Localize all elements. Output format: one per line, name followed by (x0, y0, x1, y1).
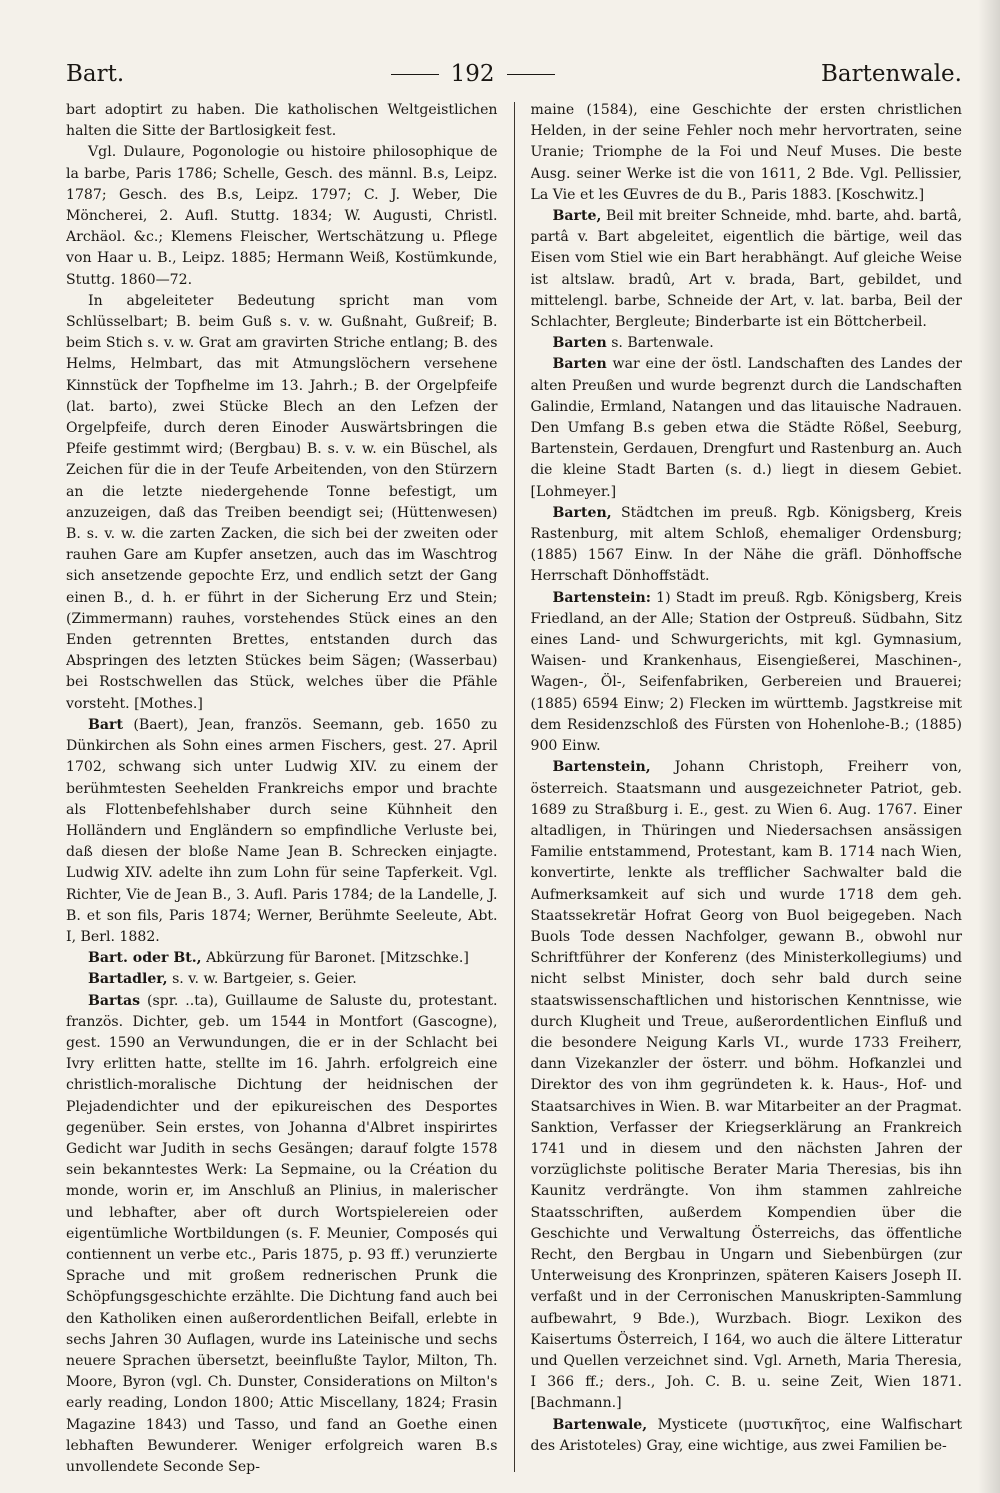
entry: Bartenstein, Johann Christoph, Freiherr von, österreich. Staatsmann und ausgezeichneter Patriot, geb. 1689 zu Straßburg i. E., gest. zu Wien 6. Aug. 1767. Einer altadligen, in Thüringen und Niedersachsen ansässigen Familie entstammend, Protestant, kam B. 1714 nach Wien, konvertirte, lenkte als trefflicher Sachwalter bald die Aufmerksamkeit auf sich und wurde 1718 dem geh. Staatssekretär Hofrat Georg von Buol beigegeben. Nach Buols Tode dessen Nachfolger, gewann B., obwohl nur Schriftführer der Konferenz (des Ministerkollegiums) und nicht selbst Minister, doch sehr bald durch seine staatswissenschaftlichen und historischen Kenntnisse, wie durch Klugheit und Treue, außerordentlichen Einfluß und die besondere Neigung Karls VI., wurde 1733 Freiherr, dann Vizekanzler der österr. und böhm. Hofkanzlei und Direktor des von ihm gegründeten k. k. Haus-, Hof- und Staatsarchives in Wien. B. war Mitarbeiter an der Pragmat. Sanktion, Verfasser der Kriegserklärung an Frankreich 1741 und in diesem und den nächsten Jahren der vorzüglichste politische Berater Maria Theresias, bis ihn Kaunitz verdrängte. Von ihm stammen zahlreiche Staatsschriften, außerdem Kompendien über die Geschichte und Verwaltung Österreichs, das öffentliche Recht, den Bergbau in Ungarn und Siebenbürgen (zur Unterweisung des Kronprinzen, späteren Kaisers Joseph II. verfaßt und in der Cerronischen Manuskripten-Sammlung aufbewahrt, 9 Bde.), Wurzbach. Biogr. Lexikon des Kaisertums Österreich, I 164, wo auch die ältere Litteratur und Quellen verzeichnet sind. Vgl. Arneth, Maria Theresia, I 366 ff.; ders., Joh. C. B. u. seine Zeit, Wien 1871. [Bachmann.] (530, 759, 962, 1412)
entry-headword: Barten, (552, 504, 612, 521)
entry-headword: Bartas (88, 992, 141, 1009)
entry-headword: Barten (552, 356, 607, 373)
entry: Barten, Städtchen im preuß. Rgb. Königsberg, Kreis Rastenburg, mit altem Schloß, ehemaliger Ordensburg; (1885) 1567 Einw. In der Nähe die gräfl. Dönhoffsche Herrschaft Dönhoffstädt. (530, 504, 962, 585)
paragraph: maine (1584), eine Geschichte der ersten christlichen Helden, in der seine Fehler noch mehr hervortraten, seine Uranie; Triomphe de la Foi und Neuf Muses. Die beste Ausg. seiner Werke ist die von 1611, 2 Bde. Vgl. Pellissier, La Vie et les Œuvres de du B., Paris 1883. [Koschwitz.] (530, 102, 962, 203)
text-columns (66, 100, 962, 1480)
paragraph: bart adoptirt zu haben. Die katholischen Weltgeistlichen halten die Sitte der Bartlosigkeit fest. (66, 102, 498, 140)
entry-headword: Barten (552, 335, 607, 352)
entry: Bart. oder Bt., Abkürzung für Baronet. [Mitzschke.] (88, 950, 469, 967)
entry-headword: Bartenwale, (552, 1416, 648, 1433)
paragraph: Vgl. Dulaure, Pogonologie ou histoire philosophique de la barbe, Paris 1786; Schelle, Gesch. des männl. B.s, Leipz. 1787; Gesch. des B.s, Leipz. 1797; C. J. Weber, Die Möncherei, 2. Aufl. Stuttg. 1834; W. Augusti, Christl. Archäol. &c.; Klemens Fleischer, Wertschätzung u. Pflege von Haar u. B., Leipz. 1885; Hermann Weiß, Kostümkunde, Stuttg. 1860—72. (66, 144, 498, 288)
entry-headword: Bart. oder Bt., (88, 950, 202, 967)
entry-headword: Bartenstein: (552, 589, 651, 606)
page-number-group (391, 61, 555, 87)
page-number: 192 (450, 61, 495, 87)
author-signature: [Bachmann.] (530, 1395, 622, 1412)
entry-headword: Barte, (552, 208, 602, 225)
entry: Bart (Baert), Jean, französ. Seemann, geb. 1650 zu Dünkirchen als Sohn eines armen Fischers, gest. 27. April 1702, schwang sich unter Ludwig XIV. zu einem der berühmtesten Seehelden Frankreichs empor und brachte als Flottenbefehlshaber durch seine Kühnheit den Holländern und Engländern so empfindliche Verluste bei, daß diesen der bloße Name Jean B. Schrecken einjagte. Ludwig XIV. adelte ihn zum Lohn für seine Tapferkeit. Vgl. Richter, Vie de Jean B., 3. Aufl. Paris 1784; de la Landelle, J. B. et son fils, Paris 1874; Werner, Berühmte Seeleute, Abt. I, Berl. 1882. (66, 716, 498, 945)
author-signature: [Koschwitz.] (836, 186, 925, 203)
entry: Bartenstein: 1) Stadt im preuß. Rgb. Königsberg, Kreis Friedland, an der Alle; Station der Ostpreuß. Südbahn, Sitz eines Land- und Schwurgerichts, mit kgl. Gymnasium, Waisen- und Krankenhaus, Eisengießerei, Maschinen-, Wagen-, Öl-, Seifenfabriken, Gerbereien und Brauerei; (1885) 6594 Einw; 2) Flecken im württemb. Jagstkreise mit dem Residenzschloß des Fürsten von Hohenlohe-B.; (1885) 900 Einw. (530, 589, 962, 755)
entry: Barte, Beil mit breiter Schneide, mhd. barte, ahd. bartâ, partâ v. Bart abgeleitet, eigentlich die bärtige, weil das Eisen vom Stiel wie ein Bart herabhängt. Auf gleiche Weise ist altslaw. bradû, Art v. brada, Bart, gebildet, und mittelengl. barbe, Schneide der Art, v. lat. barba, Beil der Schlachter, Bergleute; Binderbarte ist ein Böttcherbeil. (530, 208, 962, 331)
author-signature: [Mothes.] (134, 695, 203, 712)
entry: Bartas (spr. ..ta), Guillaume de Saluste du, protestant. französ. Dichter, geb. um 1544 in Montfort (Gascogne), gest. 1590 an Verwundungen, die er in der Schlacht bei Ivry erlitten hatte, stellte im 16. Jahrh. erfolgreich eine christlich-moralische Dichtung der heidnischen der Plejadendichter und der epikureischen des Desportes gegenüber. Sein erstes, von Johanna d'Albret inspirirtes Gedicht war Judith in sechs Gesängen; darauf folgte 1578 sein bekanntestes Werk: La Sepmaine, ou la Création du monde, worin er, im Anschluß an Plinius, in malerischer und lebhafter, aber oft durch Wortspielereien oder eigentümliche Wortbildungen (s. F. Meunier, Composés qui contiennent un verbe etc., Paris 1875, p. 93 ff.) verunzierte Sprache und mit großem rednerischen Prunk die Schöpfungsgeschichte erzählte. Die Dichtung fand auch bei den Katholiken einen außerordentlichen Beifall, erlebte in sechs Jahren 30 Auflagen, wurde ins Lateinische und sechs neuere Sprachen übersetzt, beeinflußte Taylor, Milton, Th. Moore, Byron (vgl. Ch. Dunster, Considerations on Milton's early reading, London 1800; Attic Miscellany, 1824; Frasin Magazine 1843) und Tasso, und fand an Goethe einen lebhaften Bewunderer. Weniger erfolgreich waren B.s unvollendete Seconde Sep- (66, 992, 498, 1475)
entry-headword: Bartadler, (88, 971, 168, 988)
entry: Barten war eine der östl. Landschaften des Landes der alten Preußen und wurde begrenzt durch die Landschaften Galindie, Ermland, Natangen und das litauische Nadrauen. Den Umfang B.s geben etwa die Städte Rößel, Seeburg, Bartenstein, Gerdauen, Drengfurt und Rastenburg an. Auch die kleine Stadt Barten (s. d.) liegt in diesem Gebiet. [Lohmeyer.] (530, 356, 962, 500)
column-divider (514, 102, 515, 1472)
entry: Bartenwale, Mysticete (μυστικῆτος, eine Walfischart des Aristoteles) Gray, eine wichtige, aus zwei Familien be- (530, 1416, 962, 1454)
running-head-left: Bart. (66, 61, 125, 87)
entry: Bartadler, s. v. w. Bartgeier, s. Geier. (88, 971, 357, 988)
paragraph: In abgeleiteter Bedeutung spricht man vom Schlüsselbart; B. beim Guß s. v. w. Gußnaht, Gußreif; B. beim Stich s. v. w. Grat am gravirten Striche entlang; B. des Helms, Helmbart, das mit Atmungslöchern versehene Kinnstück der Topfhelme im 13. Jahrh.; B. der Orgelpfeife (lat. barto), zwei Stücke Blech an den Lefzen der Orgelpfeife, durch deren Einoder Auswärtsbringen die Pfeife gestimmt wird; (Bergbau) B. s. v. w. ein Büschel, als Zeichen für die in der Teufe Arbeitenden, von den Stürzern an die letzte niedergehende Tonne befestigt, um anzuzeigen, daß das Treiben beendigt sei; (Hüttenwesen) B. s. v. w. die zarten Zacken, die sich bei der zweiten oder rauhen Gare am Kupfer ansetzen, auch das im Waschtrog sich ansetzende gepochte Erz, und endlich setzt der Gang einen B., d. h. er führt in der Sicherung Erz und Stein; (Zimmermann) rauhes, vorstehendes Stück eines an den Enden getrennten Brettes, entstanden durch das Abspringen des letzten Stückes beim Sägen; (Wasserbau) bei Rostschwellen das Stück, welches über die Pfähle vorsteht. [Mothes.] (66, 292, 498, 712)
author-signature: [Lohmeyer.] (530, 483, 617, 500)
entry: Barten s. Bartenwale. (552, 335, 714, 352)
entry-headword: Bartenstein, (552, 759, 651, 776)
page-header (66, 52, 962, 96)
entry-headword: Bart (88, 716, 123, 733)
header-rule-left (391, 74, 439, 75)
header-rule-right (507, 74, 555, 75)
right-column (531, 100, 963, 1480)
running-head-right: Bartenwale. (821, 61, 962, 87)
author-signature: [Mitzschke.] (380, 950, 469, 967)
left-column (66, 100, 498, 1480)
